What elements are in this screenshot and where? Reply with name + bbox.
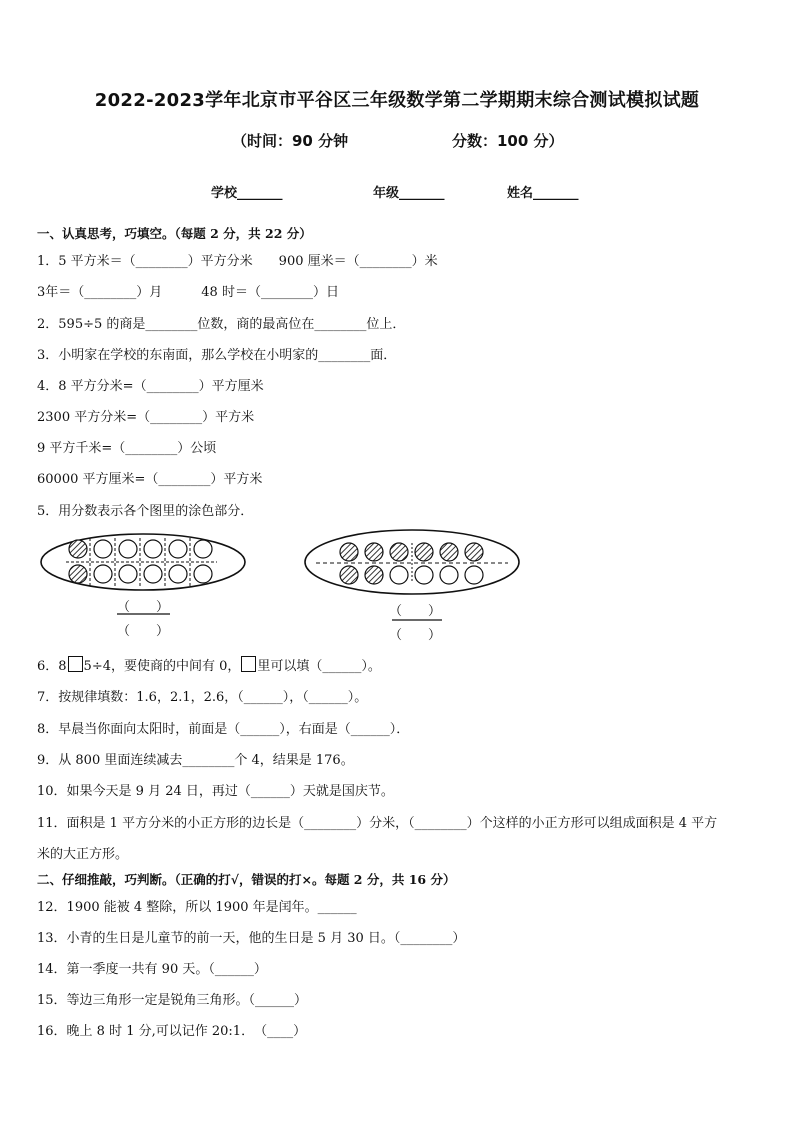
time-label: （时间：90 分钟 [232,132,349,150]
shaded-circle [340,543,358,561]
circle [390,566,408,584]
question-10: 10．如果今天是 9 月 24 日，再过（______）天就是国庆节。 [37,784,394,799]
question-3: 3．小明家在学校的东南面，那么学校在小明家的________面． [37,348,397,363]
circle [94,540,112,558]
circle [144,540,162,558]
question-6 [37,655,381,674]
exam-title: 2022-2023学年北京市平谷区三年级数学第二学期期末综合测试模拟试题 [94,90,700,111]
shaded-circle [69,565,87,583]
shaded-circle [340,566,358,584]
question-4d: 60000 平方厘米=（________）平方米 [37,472,263,487]
q6-suffix: 里可以填（______）。 [257,659,381,674]
question-11b: 米的大正方形。 [37,847,129,862]
circle [465,566,483,584]
grade-field[interactable]: 年级_______ [373,186,445,201]
left-oval-figure [41,534,245,590]
school-field[interactable]: 学校_______ [211,186,283,201]
circle [194,540,212,558]
right-oval [305,530,519,594]
shaded-circle [440,543,458,561]
name-field[interactable]: 姓名_______ [507,186,579,201]
right-denominator-blank[interactable]: （ ） [389,628,442,643]
circle [94,565,112,583]
question-4a: 4．8 平方分米=（________）平方厘米 [37,379,264,394]
circle [415,566,433,584]
q6-middle: 5÷4，要使商的中间有 0， [83,659,241,674]
right-numerator-blank[interactable]: （ ） [389,604,442,619]
question-4b: 2300 平方分米=（________）平方米 [37,410,255,425]
q6-prefix: 6．8 [37,659,67,674]
question-16: 16．晚上 8 时 1 分,可以记作 20:1． （____） [37,1024,307,1039]
score-label: 分数：100 分） [452,132,564,150]
shaded-circle [415,543,433,561]
section-2-heading: 二、仔细推敲，巧判断。（正确的打√，错误的打×。每题 2 分，共 16 分） [37,872,456,887]
shaded-circle [69,540,87,558]
question-1a: 1．5 平方米＝（________）平方分米 900 厘米＝（________）米 [37,254,438,269]
circle [169,565,187,583]
left-numerator-blank[interactable]: （ ） [117,600,170,615]
shaded-circle [465,543,483,561]
circle [119,565,137,583]
circle [440,566,458,584]
question-7: 7．按规律填数：1.6，2.1，2.6，（______），（______）。 [37,690,368,705]
digit-box-1[interactable] [68,656,83,672]
circle [194,565,212,583]
left-denominator-blank[interactable]: （ ） [117,624,170,639]
question-2: 2．595÷5 的商是________位数，商的最高位在________位上． [37,317,406,332]
question-13: 13．小青的生日是儿童节的前一天，他的生日是 5 月 30 日。（________） [37,931,466,946]
question-12: 12．1900 能被 4 整除，所以 1900 年是闰年。______ [37,900,357,915]
section-1-heading: 一、认真思考，巧填空。（每题 2 分，共 22 分） [37,226,312,241]
shaded-circle [390,543,408,561]
question-8: 8．早晨当你面向太阳时，前面是（______），右面是（______）． [37,722,410,737]
digit-box-2[interactable] [241,656,256,672]
question-5: 5．用分数表示各个图里的涂色部分． [37,504,254,519]
question-1b: 3年＝（________）月 48 时＝（________）日 [37,285,339,300]
shaded-circle [365,566,383,584]
question-15: 15．等边三角形一定是锐角三角形。（______） [37,993,308,1008]
shaded-circle [365,543,383,561]
question-9: 9．从 800 里面连续减去________个 4，结果是 176。 [37,753,354,768]
question-4c: 9 平方千米=（________）公顷 [37,441,217,456]
circle [169,540,187,558]
circle [119,540,137,558]
right-oval-figure [305,530,519,594]
question-11a: 11．面积是 1 平方分米的小正方形的边长是（________）分米，（________）个这样的小正方形可以组成面积是 4 平方 [37,816,718,831]
circle [144,565,162,583]
question-14: 14．第一季度一共有 90 天。（______） [37,962,267,977]
